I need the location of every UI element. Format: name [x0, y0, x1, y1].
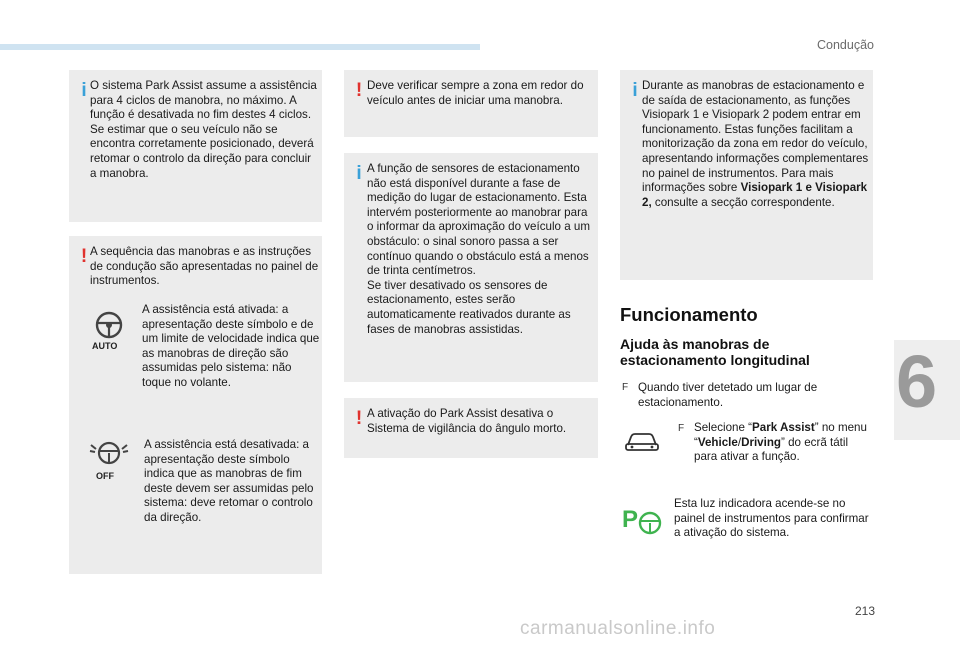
warning-text: A sequência das manobras e as instruções de condução são apresentadas no painel de instrumentos. — [90, 245, 319, 288]
info-icon: i — [632, 80, 638, 101]
svg-text:P: P — [622, 506, 639, 533]
warning-text: Deve verificar sempre a zona em redor do veículo antes de iniciar uma manobra. — [367, 79, 584, 107]
off-label: OFF — [96, 471, 114, 481]
auto-label: AUTO — [92, 341, 118, 351]
warning-icon: ! — [80, 246, 88, 267]
note-text: O sistema Park Assist assume a assistência para 4 ciclos de manobra, no máximo. A função é desativada no fim destes 4 ciclos. Se estimar que o seu veículo não se encontra corretamente posicionado, deverá retomar o controlo da direção para concluir a manobra. — [90, 79, 317, 180]
info-icon: i — [81, 80, 87, 101]
step-text: Selecione “Park Assist” no menu “Vehicle/Driving” do ecrã tátil para ativar a função. — [694, 421, 867, 464]
auto-description: A assistência está ativada: a apresentação deste símbolo e de um limite de velocidade indica que as manobras de direção são assumidas pelo sistema: não toque no volante. — [142, 303, 320, 389]
warning-box-manoeuvre-sequence — [69, 236, 322, 574]
section-title: Condução — [817, 38, 874, 52]
warning-text: A ativação do Park Assist desativa o Sistema de vigilância do ângulo morto. — [367, 407, 567, 435]
warning-box-blind-spot — [344, 398, 598, 458]
info-icon: i — [356, 163, 362, 184]
section-heading: Funcionamento — [620, 304, 758, 325]
warning-icon: ! — [355, 408, 363, 429]
watermark: carmanualsonline.info — [520, 618, 716, 639]
note-text: A função de sensores de estacionamento não está disponível durante a fase de medição do lugar de estacionamento. Esta intervém posteriormente ao manobrar para o informar da aproximação do veículo a um obstáculo: o sinal sonoro passa a ser contínuo quando o obstáculo está a menos de trinta centímetros. Se tiver desativado os sensores de estacionamento, estes serão automaticamente reativados durante as fases de manobras assistidas. — [367, 162, 590, 336]
bullet-marker: F — [678, 423, 685, 434]
warning-box-check-surroundings — [344, 70, 598, 137]
header-bar — [0, 44, 480, 50]
info-box-parking-sensors — [344, 153, 598, 382]
off-description: A assistência está desativada: a apresentação deste símbolo indica que as manobras de fim deste devem ser assumidas pelo sistema: deve retomar o controlo da direção. — [144, 438, 314, 524]
warning-icon: ! — [355, 80, 363, 101]
page-number: 213 — [854, 604, 875, 618]
note-text: Durante as manobras de estacionamento e de saída de estacionamento, as funções Visiopark 1 e Visiopark 2 podem entrar em funcionamento. Estas funções facilitam a monitorização da zona em redor do veículo, apresentando informações complementares no painel de instrumentos. Para mais informações sobre Visiopark 1 e Visiopark 2, consulte a secção correspondente. — [642, 79, 869, 209]
step-text: Quando tiver detetado um lugar de estacionamento. — [638, 381, 818, 409]
info-box-park-assist-cycles — [69, 70, 322, 222]
chapter-number: 6 — [896, 340, 938, 423]
info-box-visiopark — [620, 70, 873, 280]
indicator-text: Esta luz indicadora acende-se no painel de instrumentos para confirmar a ativação do sistema. — [674, 497, 869, 540]
car-icon — [624, 431, 660, 453]
subsection-heading: Ajuda às manobras de estacionamento longitudinal — [620, 336, 810, 368]
park-assist-indicator-icon — [620, 503, 664, 537]
bullet-marker: F — [622, 382, 629, 393]
